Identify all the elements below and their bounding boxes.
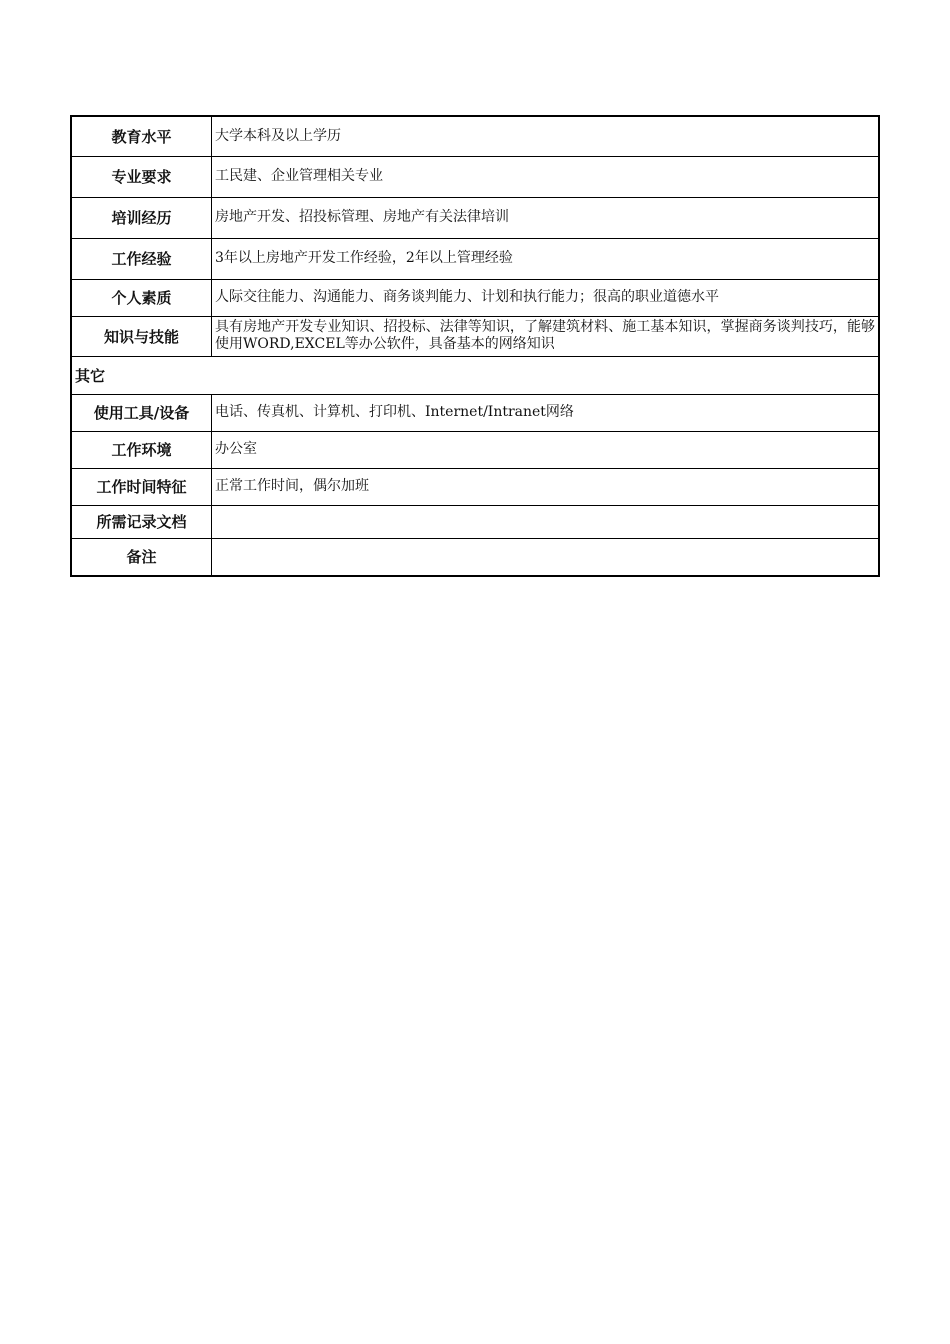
row-value <box>212 538 880 576</box>
row-label: 知识与技能 <box>71 316 212 356</box>
row-value: 具有房地产开发专业知识、招投标、法律等知识，了解建筑材料、施工基本知识，掌握商务谈判技巧，能够使用WORD,EXCEL等办公软件，具备基本的网络知识 <box>212 316 880 356</box>
row-label: 所需记录文档 <box>71 505 212 538</box>
row-label: 工作环境 <box>71 431 212 468</box>
table-row <box>71 431 879 468</box>
table-row <box>71 468 879 505</box>
row-value: 人际交往能力、沟通能力、商务谈判能力、计划和执行能力；很高的职业道德水平 <box>212 279 880 316</box>
section-title: 其它 <box>71 356 879 394</box>
table-row <box>71 279 879 316</box>
row-value <box>212 505 880 538</box>
table-row <box>71 197 879 238</box>
row-value: 大学本科及以上学历 <box>212 116 880 156</box>
row-label: 教育水平 <box>71 116 212 156</box>
row-label: 个人素质 <box>71 279 212 316</box>
table-row <box>71 394 879 431</box>
row-label: 专业要求 <box>71 156 212 197</box>
row-value: 3年以上房地产开发工作经验，2年以上管理经验 <box>212 238 880 279</box>
row-value: 正常工作时间，偶尔加班 <box>212 468 880 505</box>
table-row <box>71 238 879 279</box>
row-value: 工民建、企业管理相关专业 <box>212 156 880 197</box>
table-row <box>71 116 879 156</box>
section-row <box>71 356 879 394</box>
row-label: 备注 <box>71 538 212 576</box>
table-row <box>71 316 879 356</box>
row-value: 房地产开发、招投标管理、房地产有关法律培训 <box>212 197 880 238</box>
row-label: 培训经历 <box>71 197 212 238</box>
row-value: 办公室 <box>212 431 880 468</box>
job-requirements-table <box>70 115 880 577</box>
row-label: 工作时间特征 <box>71 468 212 505</box>
row-label: 工作经验 <box>71 238 212 279</box>
row-label: 使用工具/设备 <box>71 394 212 431</box>
table-row <box>71 156 879 197</box>
table-row <box>71 538 879 576</box>
table-row <box>71 505 879 538</box>
row-value: 电话、传真机、计算机、打印机、Internet/Intranet网络 <box>212 394 880 431</box>
